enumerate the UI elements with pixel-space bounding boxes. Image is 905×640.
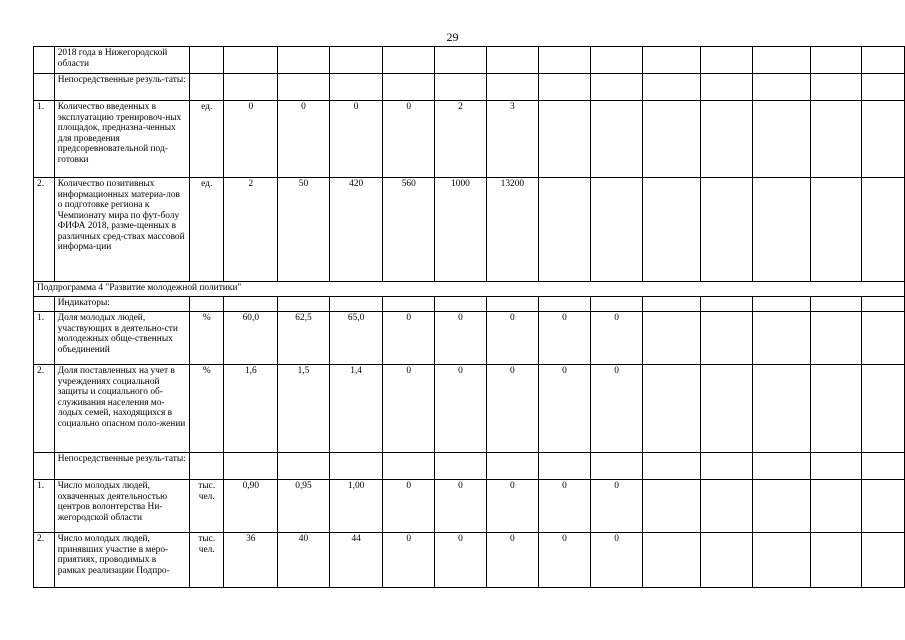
table-row bbox=[34, 365, 905, 453]
value-cell bbox=[810, 178, 862, 282]
value-cell: 0 bbox=[435, 533, 487, 588]
value-cell bbox=[810, 47, 862, 74]
row-number bbox=[34, 297, 55, 312]
empty-cell bbox=[862, 480, 905, 533]
indicator-name: Число молодых людей, принявших участие в меро-приятиях, проводимых в рамках реализации Подпро- bbox=[54, 533, 189, 588]
indicator-name: Индикаторы: bbox=[54, 297, 189, 312]
row-number bbox=[34, 74, 55, 101]
row-number: 2. bbox=[34, 365, 55, 453]
value-cell bbox=[700, 47, 752, 74]
value-cell: 1,00 bbox=[329, 480, 383, 533]
unit-cell: тыс. чел. bbox=[189, 533, 224, 588]
unit-cell: % bbox=[189, 365, 224, 453]
empty-cell bbox=[862, 297, 905, 312]
value-cell: 0 bbox=[591, 480, 643, 533]
value-cell bbox=[810, 312, 862, 365]
indicator-name: Доля поставленных на учет в учреждениях социальной защиты и социального об-служивания населения мо-лодых семей, находящихся в социально опасном поло-жении bbox=[54, 365, 189, 453]
value-cell bbox=[278, 297, 330, 312]
value-cell: 0 bbox=[538, 312, 590, 365]
value-cell bbox=[700, 297, 752, 312]
value-cell bbox=[700, 178, 752, 282]
value-cell bbox=[278, 74, 330, 101]
value-cell: 1000 bbox=[435, 178, 487, 282]
table-row bbox=[34, 47, 905, 74]
value-cell bbox=[752, 533, 810, 588]
value-cell bbox=[383, 47, 435, 74]
value-cell bbox=[538, 297, 590, 312]
row-number: 1. bbox=[34, 480, 55, 533]
value-cell bbox=[643, 101, 701, 178]
value-cell: 36 bbox=[224, 533, 278, 588]
value-cell bbox=[752, 47, 810, 74]
table-row bbox=[34, 533, 905, 588]
value-cell bbox=[752, 453, 810, 480]
value-cell: 40 bbox=[278, 533, 330, 588]
value-cell: 0 bbox=[538, 365, 590, 453]
value-cell: 2 bbox=[224, 178, 278, 282]
value-cell bbox=[752, 74, 810, 101]
value-cell bbox=[591, 453, 643, 480]
unit-cell bbox=[189, 74, 224, 101]
value-cell: 0 bbox=[435, 365, 487, 453]
value-cell bbox=[538, 101, 590, 178]
value-cell bbox=[486, 297, 538, 312]
empty-cell bbox=[862, 178, 905, 282]
value-cell bbox=[224, 453, 278, 480]
indicator-name: Количество введенных в эксплуатацию тренировоч-ных площадок, предназна-ченных для проведения предсоревновательной под-готовки bbox=[54, 101, 189, 178]
value-cell bbox=[591, 74, 643, 101]
indicator-name: Количество позитивных информационных материа-лов о подготовке региона к Чемпионату мира по фут-болу ФИФА 2018, разме-щенных в различных сред-ствах массовой информа-ции bbox=[54, 178, 189, 282]
value-cell bbox=[224, 47, 278, 74]
unit-cell: тыс. чел. bbox=[189, 480, 224, 533]
value-cell bbox=[810, 480, 862, 533]
value-cell: 0 bbox=[329, 101, 383, 178]
value-cell: 0 bbox=[591, 312, 643, 365]
value-cell bbox=[810, 101, 862, 178]
value-cell: 0 bbox=[591, 533, 643, 588]
value-cell bbox=[591, 101, 643, 178]
table-row bbox=[34, 178, 905, 282]
value-cell: 0 bbox=[383, 312, 435, 365]
value-cell bbox=[538, 178, 590, 282]
value-cell: 0 bbox=[383, 533, 435, 588]
indicators-table bbox=[33, 46, 905, 588]
value-cell bbox=[383, 453, 435, 480]
value-cell: 0 bbox=[486, 480, 538, 533]
value-cell bbox=[224, 297, 278, 312]
empty-cell bbox=[862, 47, 905, 74]
value-cell bbox=[329, 297, 383, 312]
value-cell: 560 bbox=[383, 178, 435, 282]
value-cell: 0 bbox=[278, 101, 330, 178]
value-cell bbox=[643, 297, 701, 312]
value-cell: 0 bbox=[591, 365, 643, 453]
unit-cell bbox=[189, 47, 224, 74]
value-cell: 50 bbox=[278, 178, 330, 282]
value-cell bbox=[700, 365, 752, 453]
value-cell: 0 bbox=[435, 312, 487, 365]
value-cell: 0 bbox=[224, 101, 278, 178]
value-cell: 2 bbox=[435, 101, 487, 178]
value-cell bbox=[278, 453, 330, 480]
value-cell: 65,0 bbox=[329, 312, 383, 365]
value-cell bbox=[643, 74, 701, 101]
value-cell bbox=[591, 297, 643, 312]
value-cell bbox=[643, 178, 701, 282]
value-cell bbox=[810, 297, 862, 312]
value-cell bbox=[752, 297, 810, 312]
value-cell: 62,5 bbox=[278, 312, 330, 365]
value-cell: 60,0 bbox=[224, 312, 278, 365]
table-row bbox=[34, 297, 905, 312]
value-cell: 0 bbox=[538, 533, 590, 588]
value-cell: 0 bbox=[435, 480, 487, 533]
table-row bbox=[34, 74, 905, 101]
value-cell bbox=[643, 480, 701, 533]
value-cell bbox=[643, 533, 701, 588]
value-cell bbox=[435, 297, 487, 312]
value-cell bbox=[643, 312, 701, 365]
table-row bbox=[34, 480, 905, 533]
unit-cell bbox=[189, 297, 224, 312]
page-number: 29 bbox=[446, 30, 459, 44]
value-cell bbox=[224, 74, 278, 101]
empty-cell bbox=[862, 365, 905, 453]
value-cell bbox=[810, 365, 862, 453]
value-cell bbox=[486, 74, 538, 101]
value-cell: 1,4 bbox=[329, 365, 383, 453]
value-cell bbox=[643, 453, 701, 480]
value-cell bbox=[752, 178, 810, 282]
value-cell bbox=[700, 533, 752, 588]
value-cell bbox=[752, 365, 810, 453]
value-cell: 0 bbox=[486, 533, 538, 588]
unit-cell: ед. bbox=[189, 101, 224, 178]
value-cell bbox=[752, 312, 810, 365]
table-row bbox=[34, 453, 905, 480]
value-cell bbox=[643, 47, 701, 74]
unit-cell: ед. bbox=[189, 178, 224, 282]
value-cell bbox=[329, 453, 383, 480]
value-cell: 0,90 bbox=[224, 480, 278, 533]
value-cell bbox=[700, 101, 752, 178]
value-cell: 0 bbox=[538, 480, 590, 533]
value-cell bbox=[329, 47, 383, 74]
empty-cell bbox=[862, 101, 905, 178]
row-number: 1. bbox=[34, 101, 55, 178]
value-cell: 0,95 bbox=[278, 480, 330, 533]
value-cell bbox=[435, 47, 487, 74]
value-cell bbox=[700, 480, 752, 533]
value-cell: 420 bbox=[329, 178, 383, 282]
value-cell: 1,5 bbox=[278, 365, 330, 453]
value-cell bbox=[643, 365, 701, 453]
value-cell: 0 bbox=[383, 365, 435, 453]
value-cell bbox=[810, 74, 862, 101]
value-cell bbox=[329, 74, 383, 101]
value-cell: 0 bbox=[486, 312, 538, 365]
value-cell: 1,6 bbox=[224, 365, 278, 453]
value-cell: 44 bbox=[329, 533, 383, 588]
value-cell: 0 bbox=[383, 101, 435, 178]
value-cell bbox=[435, 74, 487, 101]
value-cell bbox=[700, 74, 752, 101]
value-cell bbox=[700, 453, 752, 480]
indicator-name: Доля молодых людей, участвующих в деятельно-сти молодежных обще-ственных объединений bbox=[54, 312, 189, 365]
value-cell: 0 bbox=[383, 480, 435, 533]
indicator-name: 2018 года в Нижегородской области bbox=[54, 47, 189, 74]
row-number bbox=[34, 453, 55, 480]
value-cell: 0 bbox=[486, 365, 538, 453]
value-cell bbox=[383, 297, 435, 312]
indicator-name: Непосредственные резуль-таты: bbox=[54, 453, 189, 480]
value-cell bbox=[752, 480, 810, 533]
empty-cell bbox=[862, 312, 905, 365]
value-cell bbox=[810, 533, 862, 588]
empty-cell bbox=[862, 74, 905, 101]
value-cell bbox=[538, 47, 590, 74]
value-cell bbox=[383, 74, 435, 101]
indicator-name: Число молодых людей, охваченных деятельностью центров волонтерства Ни-жегородской области bbox=[54, 480, 189, 533]
row-number: 1. bbox=[34, 312, 55, 365]
value-cell: 13200 bbox=[486, 178, 538, 282]
section-row bbox=[34, 282, 905, 297]
section-title: Подпрограмма 4 "Развитие молодежной политики" bbox=[34, 282, 905, 297]
value-cell bbox=[810, 453, 862, 480]
value-cell bbox=[486, 453, 538, 480]
value-cell bbox=[486, 47, 538, 74]
row-number: 2. bbox=[34, 178, 55, 282]
empty-cell bbox=[862, 453, 905, 480]
row-number: 2. bbox=[34, 533, 55, 588]
value-cell bbox=[278, 47, 330, 74]
value-cell bbox=[591, 178, 643, 282]
table-row bbox=[34, 312, 905, 365]
value-cell bbox=[752, 101, 810, 178]
value-cell bbox=[591, 47, 643, 74]
empty-cell bbox=[862, 533, 905, 588]
row-number bbox=[34, 47, 55, 74]
value-cell bbox=[435, 453, 487, 480]
unit-cell bbox=[189, 453, 224, 480]
value-cell: 3 bbox=[486, 101, 538, 178]
unit-cell: % bbox=[189, 312, 224, 365]
value-cell bbox=[700, 312, 752, 365]
value-cell bbox=[538, 74, 590, 101]
table-row bbox=[34, 101, 905, 178]
value-cell bbox=[538, 453, 590, 480]
indicator-name: Непосредственные резуль-таты: bbox=[54, 74, 189, 101]
